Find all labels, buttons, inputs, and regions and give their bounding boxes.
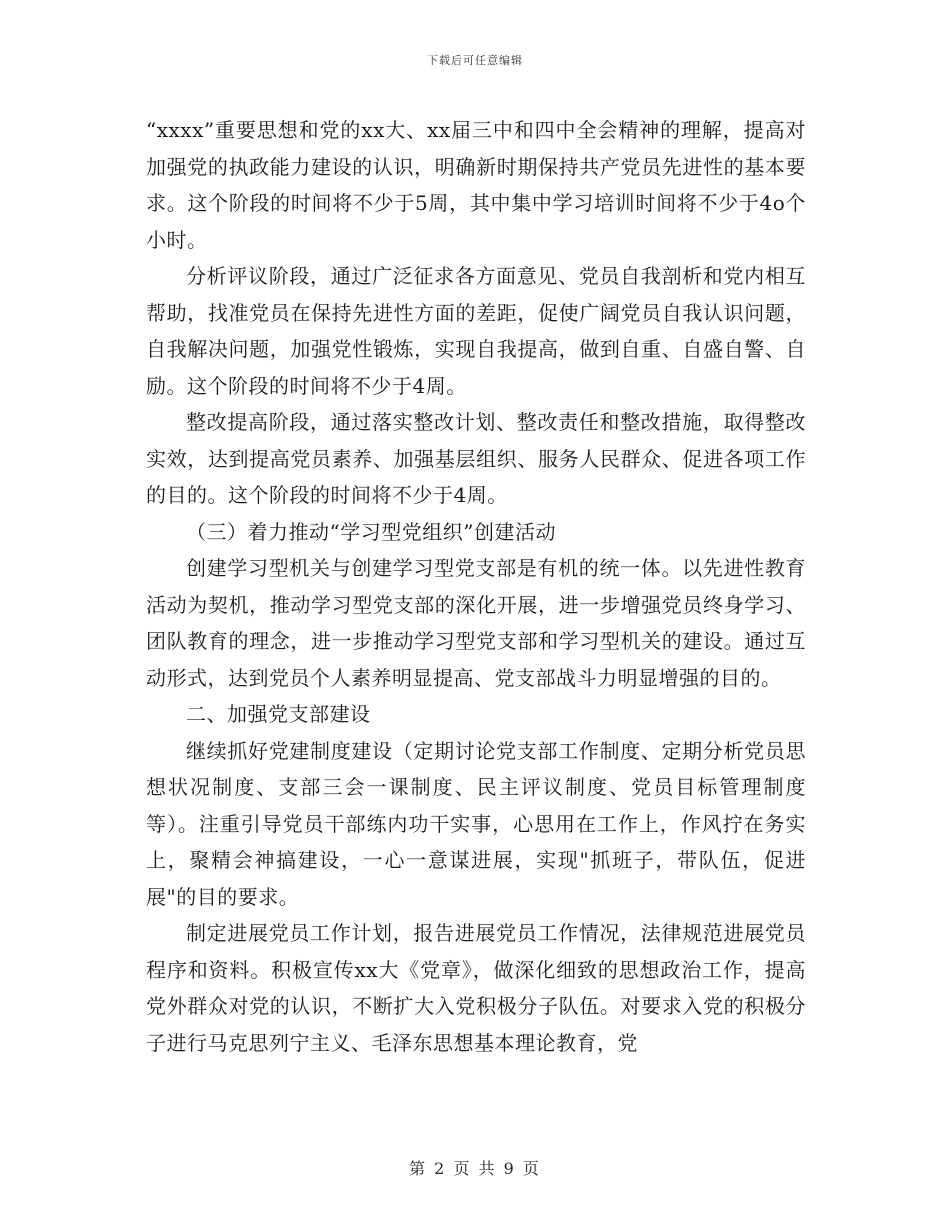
body-paragraph-1: “xxxx”重要思想和党的xx大、xx届三中和四中全会精神的理解，提高对加强党的执政能力建设的认识，明确新时期保持共产党员先进性的基本要求。这个阶段的时间将不少于5周，其中集中学习培训时间将不少于4o个小时。 [146, 118, 806, 252]
body-paragraph-4: 创建学习型机关与创建学习型党支部是有机的统一体。以先进性教育活动为契机，推动学习型党支部的深化开展，进一步增强党员终身学习、团队教育的理念，进一步推动学习型党支部和学习型机关的建设。通过互动形式，达到党员个人素养明显提高、党支部战斗力明显增强的目的。 [146, 556, 806, 690]
section-heading-3: （三）着力推动“学习型党组织”创建活动 [186, 519, 556, 544]
body-paragraph-2: 分析评议阶段，通过广泛征求各方面意见、党员自我剖析和党内相互帮助，找准党员在保持先进性方面的差距，促使广阔党员自我认识问题，自我解决问题，加强党性锻炼，实现自我提高，做到自重、自盛自警、自励。这个阶段的时间将不少于4周。 [146, 264, 806, 398]
body-paragraph-3: 整改提高阶段，通过落实整改计划、整改责任和整改措施，取得整改实效，达到提高党员素养、加强基层组织、服务人民群众、促进各项工作的目的。这个阶段的时间将不少于4周。 [146, 410, 806, 507]
page-number-footer: 第 2 页 共 9 页 [409, 1159, 541, 1178]
page-header-note: 下载后可任意编辑 [427, 54, 523, 67]
body-paragraph-6: 制定进展党员工作计划，报告进展党员工作情况，法律规范进展党员程序和资料。积极宣传xx大《党章》，做深化细致的思想政治工作，提高党外群众对党的认识，不断扩大入党积极分子队伍。对要求入党的积极分子进行马克思列宁主义、毛泽东思想基本理论教育，党 [146, 921, 806, 1055]
document-body [146, 112, 806, 1061]
section-heading-2: 二、加强党支部建设 [186, 702, 371, 726]
body-paragraph-5: 继续抓好党建制度建设（定期讨论党支部工作制度、定期分析党员思想状况制度、支部三会一课制度、民主评议制度、党员目标管理制度等）。注重引导党员干部练内功干实事，心思用在工作上，作风拧在务实上，聚精会神搞建设，一心一意谋进展，实现"抓班子，带队伍，促进展"的目的要求。 [146, 738, 806, 909]
